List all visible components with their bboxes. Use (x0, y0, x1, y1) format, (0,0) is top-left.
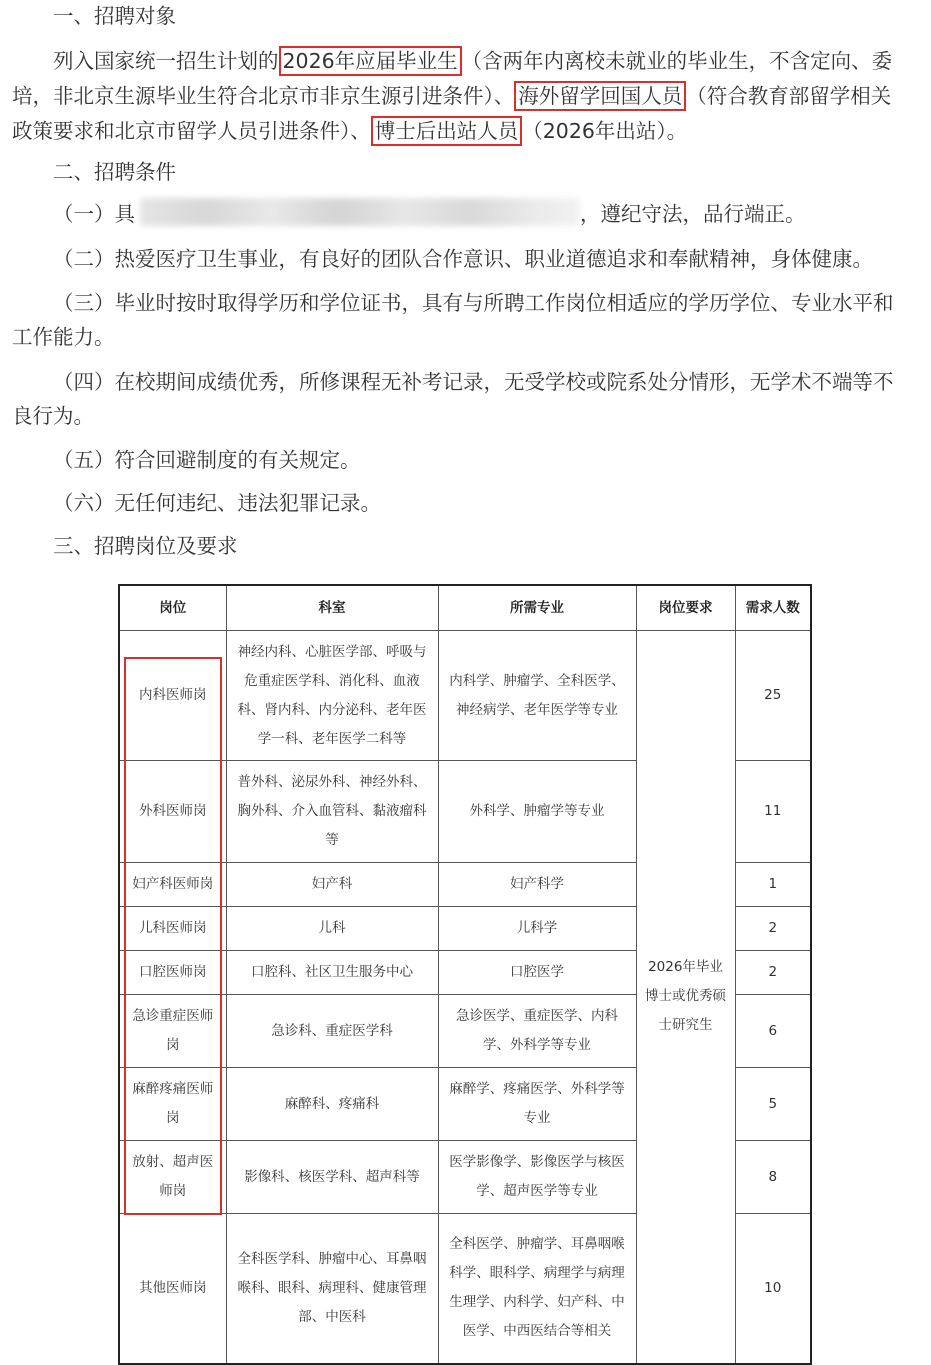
section-heading-3: 三、招聘岗位及要求 (53, 534, 238, 558)
cell-count: 8 (735, 1141, 811, 1214)
cell-count: 2 (735, 951, 811, 995)
positions-table (118, 584, 812, 1365)
text-span: 列入国家统一招生计划的 (53, 49, 279, 73)
text-span: （含两年内离校未就业的毕业生，不含定向、委 (461, 49, 893, 73)
condition-3-line-1: （三）毕业时按时取得学历和学位证书，具有与所聘工作岗位相适应的学历学位、专业水平和 (53, 291, 894, 315)
cell-major: 急诊医学、重症医学、内科学、外科学等专业 (438, 995, 636, 1068)
table-row (119, 631, 811, 761)
blurred-redaction (140, 198, 580, 226)
cell-post: 口腔医师岗 (119, 951, 226, 995)
condition-1-start: （一）具 (53, 202, 135, 226)
cell-count: 6 (735, 995, 811, 1068)
cell-count: 5 (735, 1068, 811, 1141)
section1-paragraph-line-1 (53, 46, 892, 76)
cell-dept: 神经内科、心脏医学部、呼吸与危重症医学科、消化科、血液科、肾内科、内分泌科、老年医学一科、老年医学二科等 (226, 631, 438, 761)
cell-requirement: 2026年毕业博士或优秀硕士研究生 (636, 631, 735, 1364)
cell-dept: 口腔科、社区卫生服务中心 (226, 951, 438, 995)
header-count: 需求人数 (735, 585, 811, 631)
section-heading-1: 一、招聘对象 (53, 4, 176, 28)
cell-dept: 麻醉科、疼痛科 (226, 1068, 438, 1141)
cell-count: 2 (735, 907, 811, 951)
cell-post: 放射、超声医师岗 (119, 1141, 226, 1214)
cell-count: 10 (735, 1214, 811, 1364)
section1-paragraph-line-2 (12, 81, 891, 111)
text-span: （符合教育部留学相关 (686, 84, 892, 108)
cell-major: 外科学、肿瘤学等专业 (438, 761, 636, 863)
cell-major: 内科学、肿瘤学、全科医学、神经病学、老年医学等专业 (438, 631, 636, 761)
header-major: 所需专业 (438, 585, 636, 631)
header-post: 岗位 (119, 585, 226, 631)
cell-dept: 儿科 (226, 907, 438, 951)
cell-post: 内科医师岗 (119, 631, 226, 761)
cell-count: 25 (735, 631, 811, 761)
cell-post: 儿科医师岗 (119, 907, 226, 951)
cell-major: 医学影像学、影像医学与核医学、超声医学等专业 (438, 1141, 636, 1214)
cell-post: 妇产科医师岗 (119, 863, 226, 907)
text-span: 政策要求和北京市留学人员引进条件）、 (12, 119, 371, 143)
cell-post: 其他医师岗 (119, 1214, 226, 1364)
section1-paragraph-line-3 (12, 116, 687, 146)
highlight-box-overseas: 海外留学回国人员 (514, 81, 686, 111)
cell-dept: 急诊科、重症医学科 (226, 995, 438, 1068)
condition-2: （二）热爱医疗卫生事业，有良好的团队合作意识、职业道德追求和奉献精神，身体健康。 (53, 247, 873, 271)
condition-6: （六）无任何违纪、违法犯罪记录。 (53, 491, 381, 515)
cell-major: 麻醉学、疼痛医学、外科学等专业 (438, 1068, 636, 1141)
cell-major: 全科医学、肿瘤学、耳鼻咽喉科学、眼科学、病理学与病理生理学、内科学、妇产科、中医学、中西医结合等相关 (438, 1214, 636, 1364)
table-header-row (119, 585, 811, 631)
cell-count: 1 (735, 863, 811, 907)
condition-1-end: ，遵纪守法，品行端正。 (580, 202, 806, 226)
cell-dept: 影像科、核医学科、超声科等 (226, 1141, 438, 1214)
header-dept: 科室 (226, 585, 438, 631)
header-requirement: 岗位要求 (636, 585, 735, 631)
highlight-box-post-column (124, 657, 222, 1215)
cell-major: 妇产科学 (438, 863, 636, 907)
cell-dept: 全科医学科、肿瘤中心、耳鼻咽喉科、眼科、病理科、健康管理部、中医科 (226, 1214, 438, 1364)
cell-count: 11 (735, 761, 811, 863)
text-span: （2026年出站）。 (522, 119, 688, 143)
cell-major: 口腔医学 (438, 951, 636, 995)
section-heading-2: 二、招聘条件 (53, 160, 176, 184)
cell-dept: 妇产科 (226, 863, 438, 907)
condition-4-line-2: 良行为。 (12, 404, 94, 428)
cell-post: 麻醉疼痛医师岗 (119, 1068, 226, 1141)
cell-dept: 普外科、泌尿外科、神经外科、胸外科、介入血管科、黏液瘤科等 (226, 761, 438, 863)
highlight-box-postdoc: 博士后出站人员 (371, 116, 523, 146)
cell-major: 儿科学 (438, 907, 636, 951)
cell-post: 急诊重症医师岗 (119, 995, 226, 1068)
condition-3-line-2: 工作能力。 (12, 325, 115, 349)
condition-5: （五）符合回避制度的有关规定。 (53, 448, 361, 472)
text-span: 培，非北京生源毕业生符合北京市非京生源引进条件）、 (12, 84, 515, 108)
condition-4-line-1: （四）在校期间成绩优秀，所修课程无补考记录，无受学校或院系处分情形，无学术不端等不 (53, 370, 894, 394)
cell-post: 外科医师岗 (119, 761, 226, 863)
highlight-box-graduates: 2026年应届毕业生 (279, 46, 462, 76)
